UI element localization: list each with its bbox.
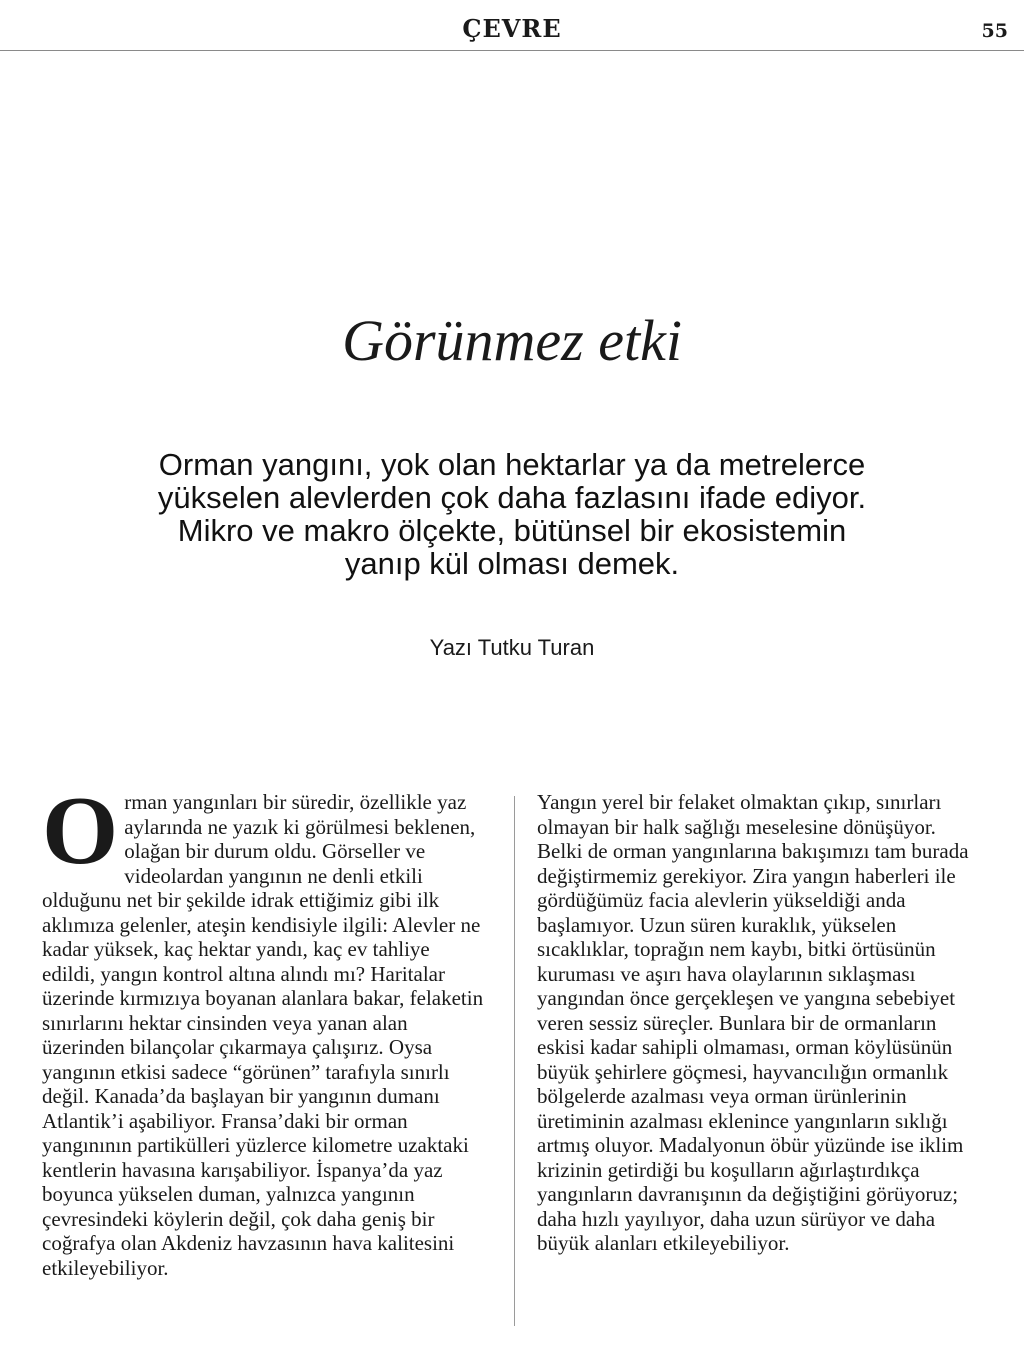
body-paragraph-1 — [42, 777, 488, 1280]
article-byline: Yazı Tutku Turan — [429, 635, 595, 660]
article-lede: Orman yangını, yok olan hektarlar ya da metrelerce yükselen alevlerden çok daha fazlasını ifade ediyor. Mikro ve makro ölçekte, bütünsel bir ekosistemin yanıp kül olması demek. — [157, 447, 867, 581]
page-header — [0, 0, 1024, 51]
body-column-right — [537, 790, 983, 1256]
section-name: ÇEVRE — [462, 14, 562, 43]
body-paragraph-2: Yangın yerel bir felaket olmaktan çıkıp, sınırları olmayan bir halk sağlığı meselesine dönüşüyor. Belki de orman yangınlarına bakışımızı tam burada değiştirmemiz gerekiyor. Zira yangın haberleri ile gördüğümüz facia alevlerin yükseldiği anda başlamıyor. Uzun süren kuraklık, yükselen sıcaklıklar, toprağın nem kaybı, bitki örtüsünün kuruması ve aşırı hava olaylarının sıklaşması yangından önce gerçekleşen ve yangına sebebiyet veren sessiz süreçler. Bunlara bir de ormanların eskisi kadar sahipli olmaması, orman köylüsünün büyük şehirlere göçmesi, hayvancılığın ormanlık bölgelerde azalması veya orman ürünlerinin üretiminin azalması eklenince yangınların sıklığı artmış oluyor. Madalyonun öbür yüzünde ise iklim krizinin getirdiği bu koşulların ağırlaştırdıkça yangınların davranışının da değiştiğini görüyoruz; daha hızlı yayılıyor, daha uzun sürüyor ve daha büyük alanları etkileyebiliyor. — [537, 790, 969, 1255]
drop-cap: O — [42, 777, 119, 885]
article-title: Görünmez etki — [342, 308, 682, 373]
body-column-left — [42, 777, 488, 1280]
body-text-1: rman yangınları bir süredir, özellikle yaz aylarında ne yazık ki görülmesi beklenen, olağan bir durum oldu. Görseller ve videolardan yangının ne denli etkili olduğunu net bir şekilde idrak ettiğimiz gibi ilk aklımıza gelenler, ateşin kendisiyle ilgili: Alevler ne kadar yüksek, kaç hektar yandı, kaç ev tahliye edildi, yangın kontrol altına alındı mı? Haritalar üzerinde kırmızıya boyanan alanlara bakar, felaketin sınırlarını hektar cinsinden veya yanan alan üzerinden bilançolar çıkarmaya çalışırız. Oysa yangının etkisi sadece “görünen” tarafıyla sınırlı değil. Kanada’da başlayan bir yangının dumanı Atlantik’i aşabiliyor. Fransa’daki bir orman yangınının partikülleri yüzlerce kilometre uzaktaki kentlerin havasına karışabiliyor. İspanya’da yaz boyunca yükselen duman, yalnızca yangının çevresindeki köylerin değil, çok daha geniş bir coğrafya olan Akdeniz havzasının hava kalitesini etkileyebiliyor. — [42, 790, 484, 1280]
column-divider — [514, 796, 515, 1326]
page-number: 55 — [981, 20, 1008, 42]
